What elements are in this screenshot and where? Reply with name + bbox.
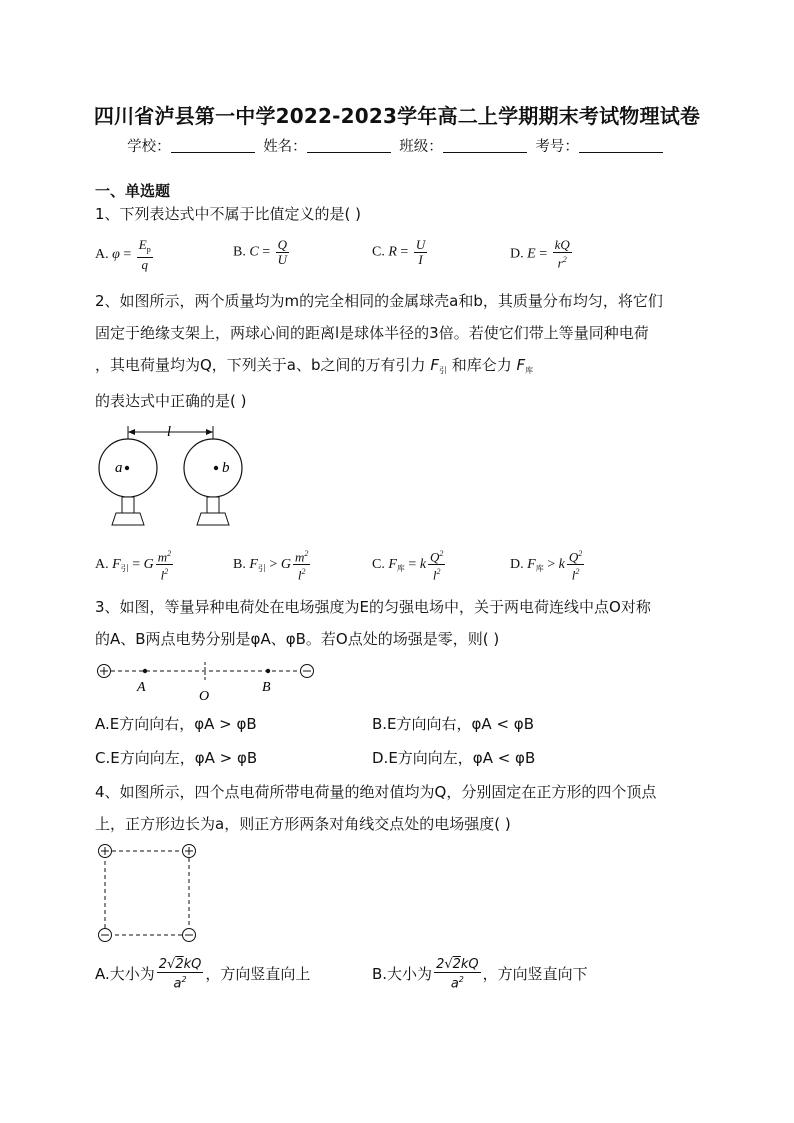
q2-option-c[interactable]: C. $F_库 = k$ $\frac{Q^2}{l^2}$ xyxy=(372,549,444,583)
q3-line-2: 的A、B两点电势分别是φA、φB。若O点处的场强是零，则( ) xyxy=(95,630,500,648)
q4-option-b[interactable]: B.大小为 $\frac{2√2kQ}{a^2}$ ，方向竖直向下 xyxy=(372,957,588,992)
section-title: 一、单选题 xyxy=(95,182,171,200)
charge-bottom-left-negative xyxy=(99,929,112,942)
q2-line-1: 2、如图所示，两个质量均为m的完全相同的金属球壳a和b，其质量分布均匀，将它们 xyxy=(95,292,663,310)
name-label: 姓名： xyxy=(263,139,307,155)
point-label-o: O xyxy=(199,689,210,704)
q1-option-b[interactable]: B. C = $\frac{Q}{U}$ xyxy=(233,237,287,267)
exam-number-blank[interactable] xyxy=(579,138,663,153)
name-blank[interactable] xyxy=(307,138,391,153)
q3-option-a[interactable]: A.E方向向右，φA > φB xyxy=(95,715,257,733)
school-blank[interactable] xyxy=(171,138,255,153)
exam-number-label: 考号： xyxy=(535,139,579,155)
q4-line-1: 4、如图所示，四个点电荷所带电荷量的绝对值均为Q，分别固定在正方形的四个顶点 xyxy=(95,783,657,801)
charge-top-right-positive xyxy=(183,845,196,858)
charge-bottom-right-negative xyxy=(183,929,196,942)
sphere-label-b: b xyxy=(222,460,230,476)
q4-figure-square-charges xyxy=(95,843,205,943)
class-blank[interactable] xyxy=(443,138,527,153)
q3-option-d[interactable]: D.E方向向左，φA < φB xyxy=(372,749,536,767)
q2-line-4: 的表达式中正确的是( ) xyxy=(95,392,247,410)
q3-figure-charges-line xyxy=(95,660,325,705)
charge-top-left-positive xyxy=(99,845,112,858)
q2-line-2: 固定于绝缘支架上，两球心间的距离l是球体半径的3倍。若使它们带上等量同种电荷 xyxy=(95,324,649,342)
class-label: 班级： xyxy=(399,139,443,155)
q1-option-d[interactable]: D. E = $\frac{kQ}{r^2}$ xyxy=(510,237,570,271)
q2-option-a[interactable]: A. $F_引 = G$ $\frac{m^2}{l^2}$ xyxy=(95,549,172,583)
school-label: 学校： xyxy=(127,139,171,155)
point-label-b: B xyxy=(262,680,271,695)
q2-option-d[interactable]: D. $F_库 > k$ $\frac{Q^2}{l^2}$ xyxy=(510,549,583,583)
q2-figure-metal-spheres xyxy=(95,420,255,530)
q2-option-b[interactable]: B. $F_引 > G$ $\frac{m^2}{l^2}$ xyxy=(233,549,309,583)
q1-stem: 1、下列表达式中不属于比值定义的是( ) xyxy=(95,205,362,223)
student-info-line xyxy=(0,135,794,156)
q1-option-a[interactable]: A. φ = $\frac{E_p}{q}$ xyxy=(95,237,151,272)
distance-label-l: l xyxy=(166,424,172,440)
point-label-a: A xyxy=(137,680,146,695)
q3-option-b[interactable]: B.E方向向右，φA < φB xyxy=(372,715,534,733)
q3-line-1: 3、如图，等量异种电荷处在电场强度为E的匀强电场中，关于两电荷连线中点O对称 xyxy=(95,598,651,616)
q3-option-c[interactable]: C.E方向向左，φA > φB xyxy=(95,749,258,767)
q2-line-3: ，其电荷量均为Q，下列关于a、b之间的万有引力 $F_引$ 和库仑力 $F_库$ xyxy=(95,356,534,375)
sphere-label-a: a xyxy=(115,460,123,476)
q4-line-2: 上，正方形边长为a，则正方形两条对角线交点处的电场强度( ) xyxy=(95,815,511,833)
q1-option-c[interactable]: C. R = $\frac{U}{I}$ xyxy=(372,237,426,267)
q4-option-a[interactable]: A.大小为 $\frac{2√2kQ}{a^2}$ ，方向竖直向上 xyxy=(95,957,311,992)
page-title: 四川省泸县第一中学2022-2023学年高二上学期期末考试物理试卷 xyxy=(93,104,701,128)
